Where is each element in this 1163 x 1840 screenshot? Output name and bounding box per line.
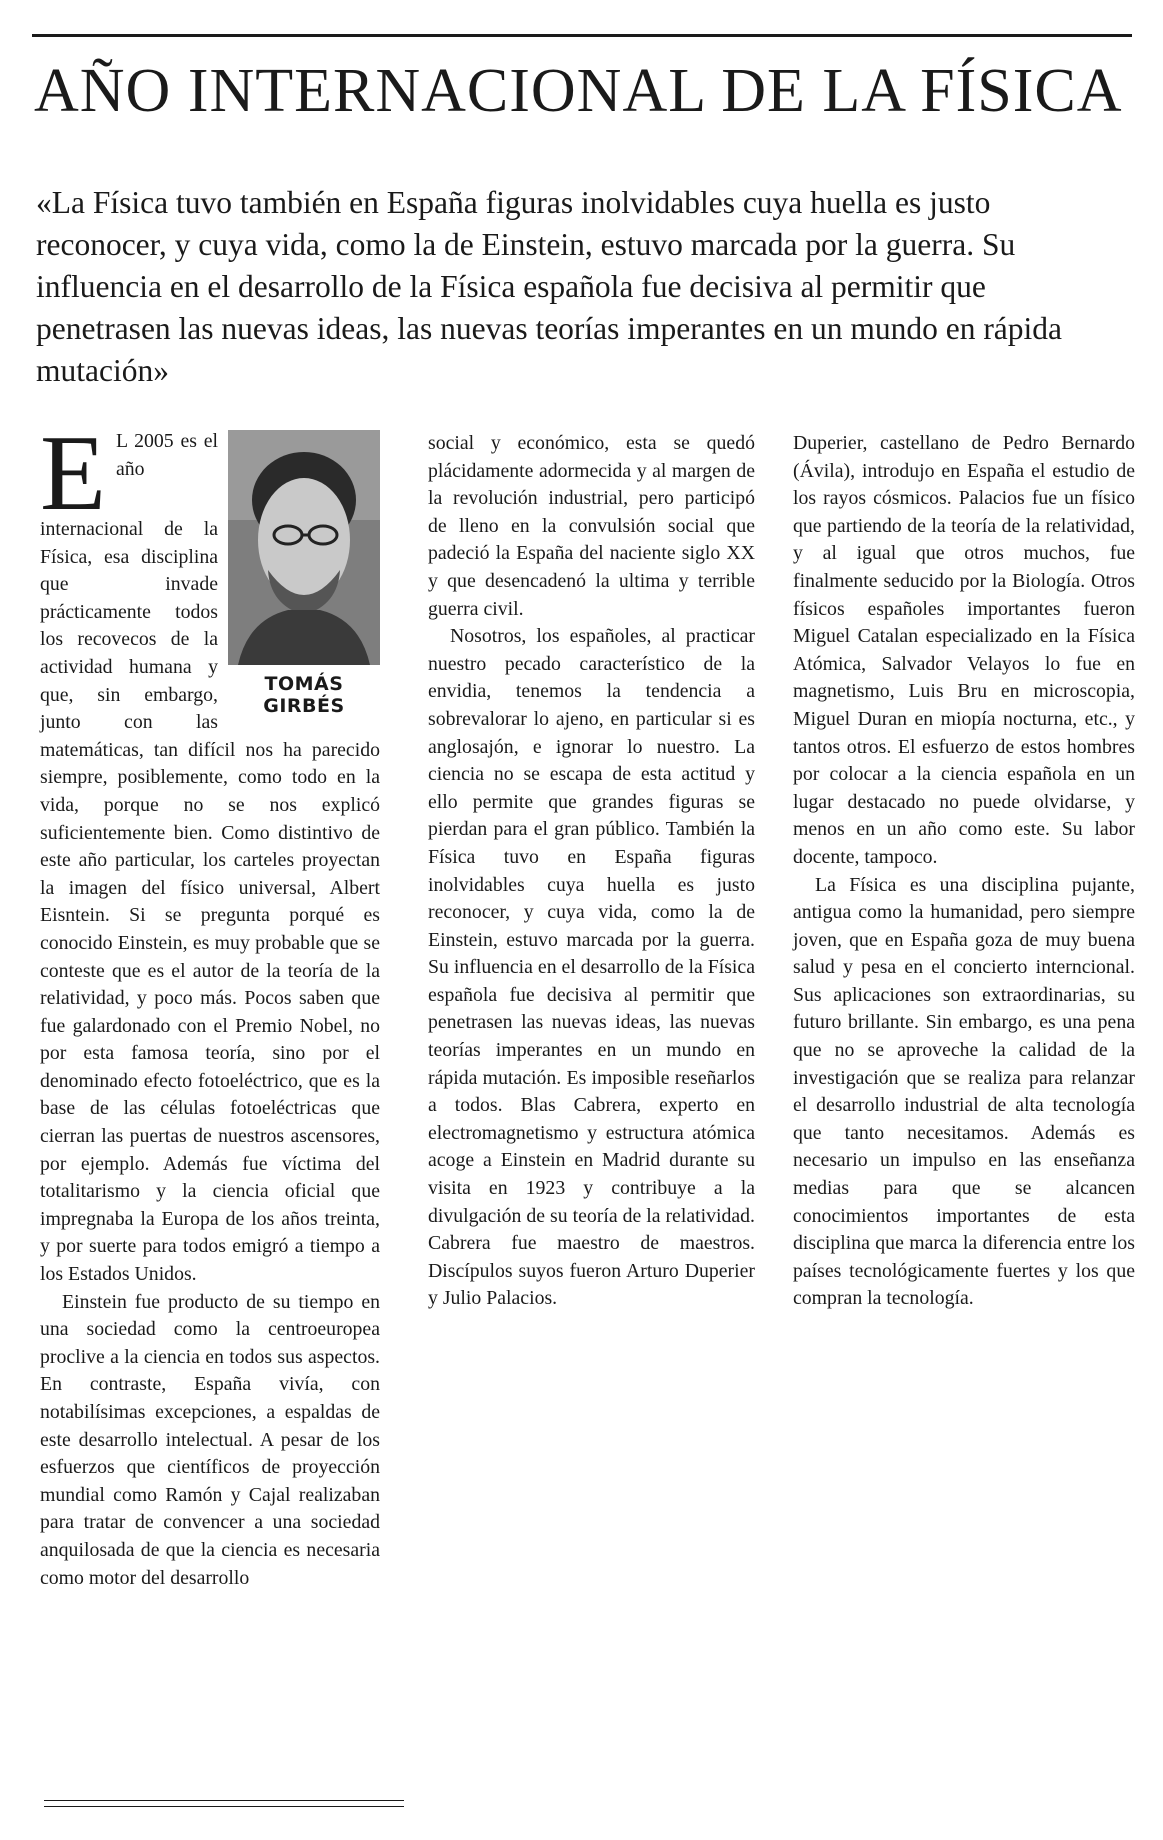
top-rule [32, 34, 1132, 37]
author-box [228, 430, 380, 717]
author-byline [228, 673, 380, 717]
pull-quote: «La Física tuvo también en España figuras inolvidables cuya huella es justo reconocer, y cuya vida, como la de Einstein, estuvo marcada por la guerra. Su influencia en el desarrollo de la Física española fue decisiva al permitir que penetrasen las nuevas ideas, las nuevas teorías imperantes en un mundo en rápida mutación» [36, 185, 1063, 388]
headline: AÑO INTERNACIONAL DE LA FÍSICA [34, 57, 1123, 125]
article-column-1 [40, 414, 380, 1592]
bottom-rule-2 [44, 1806, 404, 1807]
article-paragraph-4: La Física es una disciplina pujante, antigua como la humanidad, pero siempre joven, que en España goza de muy buena salud y pesa en el concierto interncional. Sus aplicaciones son extraordinarias, su futuro brillante. Sin embargo, es una pena que no se aproveche la calidad de la investigación que se realiza para relanzar el desarrollo industrial de alta tecnología que tanto necesitamos. Además es necesario un impulso en las enseñanza medias para que se alcancen conocimientos importantes de esta disciplina que marca la diferencia entre los países tecnológicamente fuertes y los que compran la tecnología. [793, 873, 1135, 1310]
author-last-name: GIRBÉS [263, 695, 345, 717]
article-paragraph-2: Einstein fue producto de su tiempo en una sociedad como la centroeuropea proclive a la ciencia en todos sus aspectos. En contraste, España vivía, con notabilísimas excepciones, a espaldas de este desarrollo intelectual. A pesar de los esfuerzos que científicos de proyección mundial como Ramón y Cajal realizaban para tratar de convencer a una sociedad anquilosada de que la ciencia es necesaria como motor del desarrollo [40, 1290, 380, 1589]
author-first-name: TOMÁS [264, 673, 344, 695]
article-paragraph-1-text: L 2005 es el año internacional de la Física, esa disciplina que invade prácticamente todos los recovecos de la actividad humana y que, sin embargo, junto con las matemáticas, tan difícil nos ha parecido siempre, posiblemente, como todo en la vida, porque no se nos explicó suficientemente bien. Como distintivo de este año particular, los carteles proyectan la imagen del físico universal, Albert Eisntein. Si se pregunta porqué es conocido Einstein, es muy probable que se conteste que es el autor de la teoría de la relatividad, y poco más. Pocos saben que fue galardonado con el Premio Nobel, no por esta famosa teoría, sino por el denominado efecto fotoeléctrico, que es la base de las células fotoeléctricas que cierran las puertas de nuestros ascensores, por ejemplo. Además fue víctima del totalitarismo y la ciencia oficial que impregnaba la Europa de los años treinta, y por suerte para todos emigró a tiempo a los Estados Unidos. [40, 430, 380, 1286]
article-column-3 [793, 430, 1135, 1313]
article-paragraph-3: Nosotros, los españoles, al practicar nuestro pecado característico de la envidia, tenemos la tendencia a sobrevalorar lo ajeno, en particular si es anglosajón, e ignorar lo nuestro. La ciencia no se escapa de esta actitud y ello permite que grandes figuras se pierdan para el gran público. También la Física tuvo en España figuras inolvidables cuya huella es justo reconocer, y cuya vida, como la de Einstein, estuvo marcada por la guerra. Su influencia en el desarrollo de la Física española fue decisiva al permitir que penetrasen las nuevas ideas, las nuevas teorías imperantes en un mundo en rápida mutación. Es imposible reseñarlos a todos. Blas Cabrera, experto en electromagnetismo y estructura atómica acoge a Einstein en Madrid durante su visita en 1923 y contribuye a la divulgación de su teoría de la relatividad. Cabrera fue maestro de maestros. Discípulos suyos fueron Arturo Duperier y Julio Palacios. [428, 625, 755, 1310]
article-paragraph-3-continued: Duperier, castellano de Pedro Bernardo (Ávila), introdujo en España el estudio de los rayos cósmicos. Palacios fue un físico que partiendo de la teoría de la relatividad, y al igual que otros muchos, fue finalmente seducido por la Biología. Otros físicos españoles importantes fueron Miguel Catalan especializado en la Física Atómica, Salvador Velayos lo fue en magnetismo, Luis Bru en microscopia, Miguel Duran en miopía nocturna, etc., y tantos otros. El esfuerzo de estos hombres por colocar a la ciencia española en un lugar destacado no puede olvidarse, y menos en un año como este. Su labor docente, tampoco. [793, 432, 1135, 868]
article-paragraph-2-continued: social y económico, esta se quedó plácidamente adormecida y al margen de la revolución industrial, pero participó de lleno en la convulsión social que padeció la España del naciente siglo XX y que desencadenó la ultima y terrible guerra civil. [428, 432, 755, 620]
article-column-2 [428, 430, 755, 1313]
bottom-rule-1 [44, 1800, 404, 1801]
author-portrait-image [228, 430, 380, 665]
drop-cap: E [40, 414, 106, 533]
author-photo [228, 430, 380, 665]
